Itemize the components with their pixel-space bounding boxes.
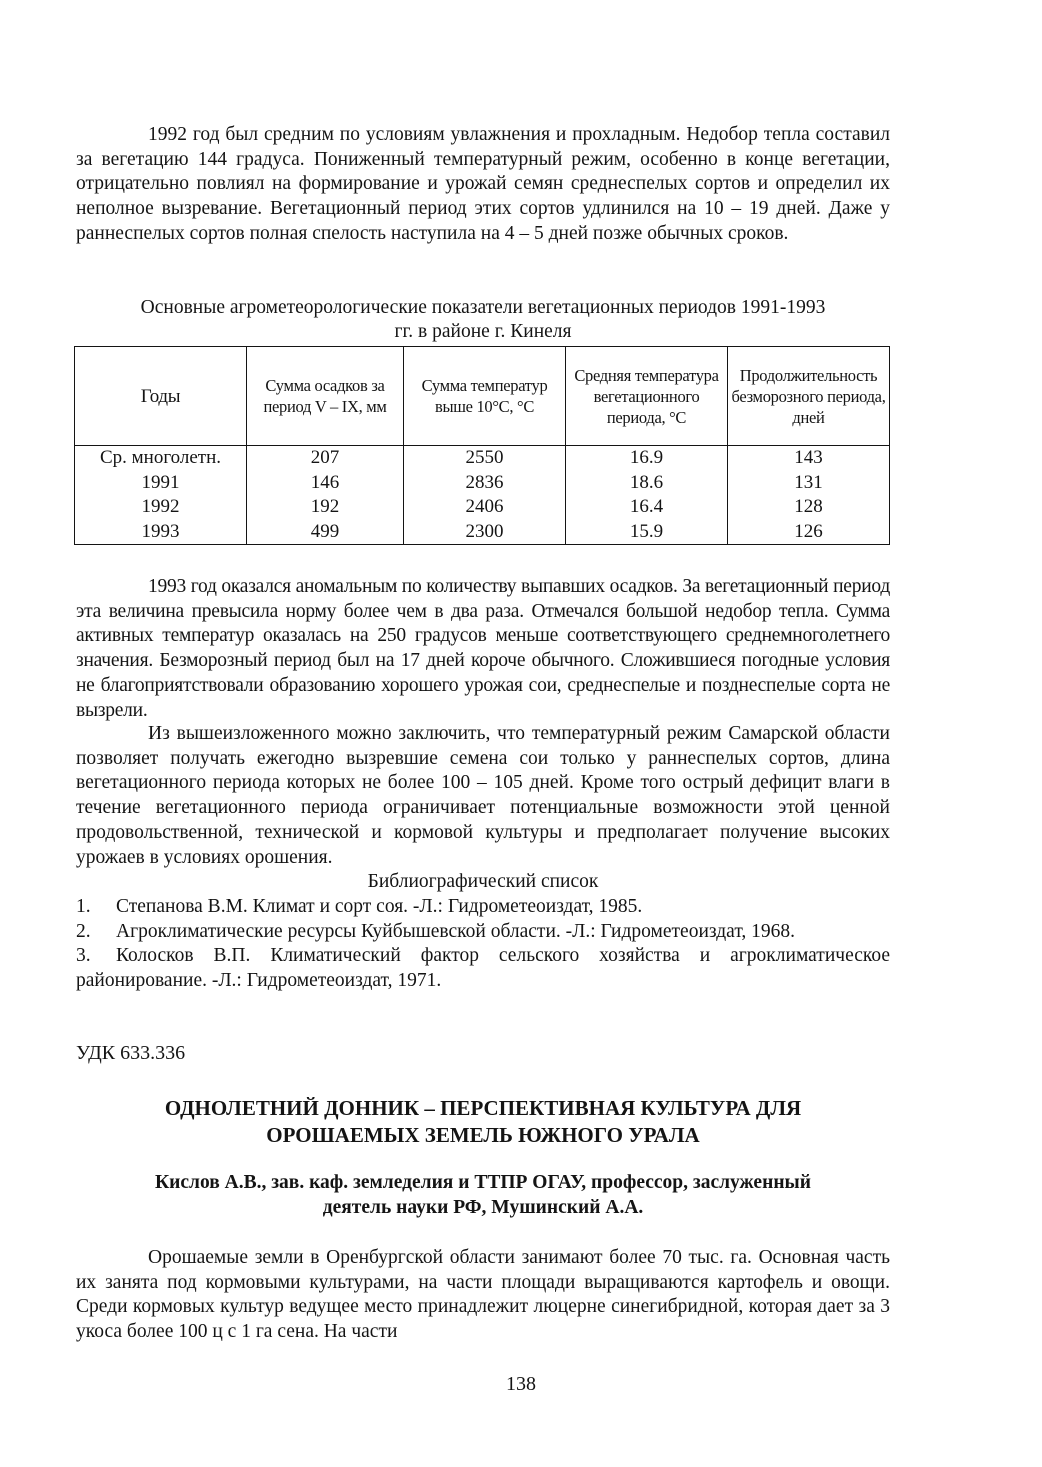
article-authors: [76, 1170, 890, 1220]
header-temperature-sum: Сумма температур выше 10°С, °С: [404, 347, 566, 446]
bibliography-item-number: 1.: [76, 896, 91, 917]
table-cell: 143: [728, 446, 890, 471]
paragraph-1993: 1993 год оказался аномальным по количеству выпавших осадков. За вегетационный период эта величина превысила норму более чем в два раза. Отмечался большой недобор тепла. Сумма активных температур оказалась на 250 градусов меньше соответствующего среднемноголетнего значения. Безморозный период был на 17 дней короче обычного. Сложившиеся погодные условия не благоприятствовали образованию хорошего урожая сои, среднеспелые и позднеспелые сорта не вызрели.: [76, 576, 890, 721]
table-cell: 131: [728, 471, 890, 496]
article-title: [76, 1095, 890, 1149]
header-frost-free-period: Продолжительность безморозного периода, дней: [728, 347, 890, 446]
table-cell: 16.4: [566, 495, 728, 520]
bibliography-item: [76, 944, 890, 993]
authors-line-1: Кислов А.В., зав. каф. земледелия и ТТПР ОГАУ, профессор, заслуженный: [154, 1172, 812, 1193]
table-caption-line-1: Основные агрометеорологические показатели вегетационных периодов 1991-1993: [140, 297, 826, 318]
table-cell: 2406: [404, 495, 566, 520]
table-cell: 15.9: [566, 520, 728, 545]
table-cell: 126: [728, 520, 890, 545]
table-row: [75, 495, 890, 520]
table-cell: 1991: [75, 471, 247, 496]
table-cell: Ср. многолетн.: [75, 446, 247, 471]
bibliography-item-number: 2.: [76, 920, 91, 942]
header-mean-temperature: Средняя температура вегетационного периода, °С: [566, 347, 728, 446]
bibliography-item-text: Агроклиматические ресурсы Куйбышевской области. -Л.: Гидрометеоиздат, 1968.: [116, 920, 796, 942]
agrometeorological-table: [74, 346, 890, 545]
table-cell: 146: [247, 471, 404, 496]
bibliography-list: [76, 895, 890, 994]
table-cell: 2550: [404, 446, 566, 471]
article-title-line-1: ОДНОЛЕТНИЙ ДОННИК – ПЕРСПЕКТИВНАЯ КУЛЬТУРА ДЛЯ: [164, 1096, 802, 1120]
header-years: Годы: [75, 347, 247, 446]
table-cell: 18.6: [566, 471, 728, 496]
table-header-row: [75, 347, 890, 446]
table-cell: 1993: [75, 520, 247, 545]
bibliography-item-text: Степанова В.М. Климат и сорт соя. -Л.: Гидрометеоиздат, 1985.: [116, 896, 643, 917]
table-caption-line-2: гг. в районе г. Кинеля: [394, 321, 572, 342]
table-cell: 1992: [75, 495, 247, 520]
paragraph-article-intro: Орошаемые земли в Оренбургской области занимают более 70 тыс. га. Основная часть их занята под кормовыми культурами, на части площади выращиваются картофель и овощи. Среди кормовых культур ведущее место принадлежит люцерне синегибридной, которая дает за 3 укоса более 100 ц с 1 га сена. На части: [76, 1247, 890, 1343]
bibliography-item: [76, 895, 890, 920]
table-cell: 207: [247, 446, 404, 471]
table-row: [75, 471, 890, 496]
table-cell: 2836: [404, 471, 566, 496]
table-cell: 128: [728, 495, 890, 520]
udk-code: УДК 633.336: [76, 1042, 186, 1064]
table-cell: 2300: [404, 520, 566, 545]
page-number: 138: [506, 1373, 536, 1395]
authors-line-2: деятель науки РФ, Мушинский А.А.: [322, 1197, 644, 1218]
table-row: [75, 520, 890, 545]
bibliography-title: Библиографический список: [367, 871, 599, 892]
bibliography-item-text: Колосков В.П. Климатический фактор сельского хозяйства и агроклиматическое районирование. -Л.: Гидрометеоиздат, 1971.: [76, 945, 890, 992]
table-caption: [76, 296, 890, 344]
bibliography-item: [76, 920, 890, 945]
paragraph-1992: 1992 год был средним по условиям увлажнения и прохладным. Недобор тепла составил за вегетацию 144 градуса. Пониженный температурный режим, особенно в конце вегетации, отрицательно повлиял на формирование и урожай семян среднеспелых сортов и определил их неполное вызревание. Вегетационный период этих сортов удлинился на 10 – 19 дней. Даже у раннеспелых сортов полная спелость наступила на 4 – 5 дней позже обычных сроков.: [76, 124, 890, 244]
table-cell: 192: [247, 495, 404, 520]
table-cell: 499: [247, 520, 404, 545]
article-title-line-2: ОРОШАЕМЫХ ЗЕМЕЛЬ ЮЖНОГО УРАЛА: [266, 1123, 700, 1147]
bibliography-item-number: 3.: [76, 945, 91, 967]
table-row: [75, 446, 890, 471]
table-cell: 16.9: [566, 446, 728, 471]
header-precipitation: Сумма осадков за период V – IX, мм: [247, 347, 404, 446]
paragraph-conclusion: Из вышеизложенного можно заключить, что температурный режим Самарской области позволяет получать ежегодно вызревшие семена сои только у раннеспелых сортов, длина вегетационного периода которых не более 100 – 105 дней. Кроме того острый дефицит влаги в течение вегетационного периода ограничивает потенциальные возможности этой ценной продовольственной, технической и кормовой культуры и предполагает получение высоких урожаев в условиях орошения.: [76, 723, 890, 868]
